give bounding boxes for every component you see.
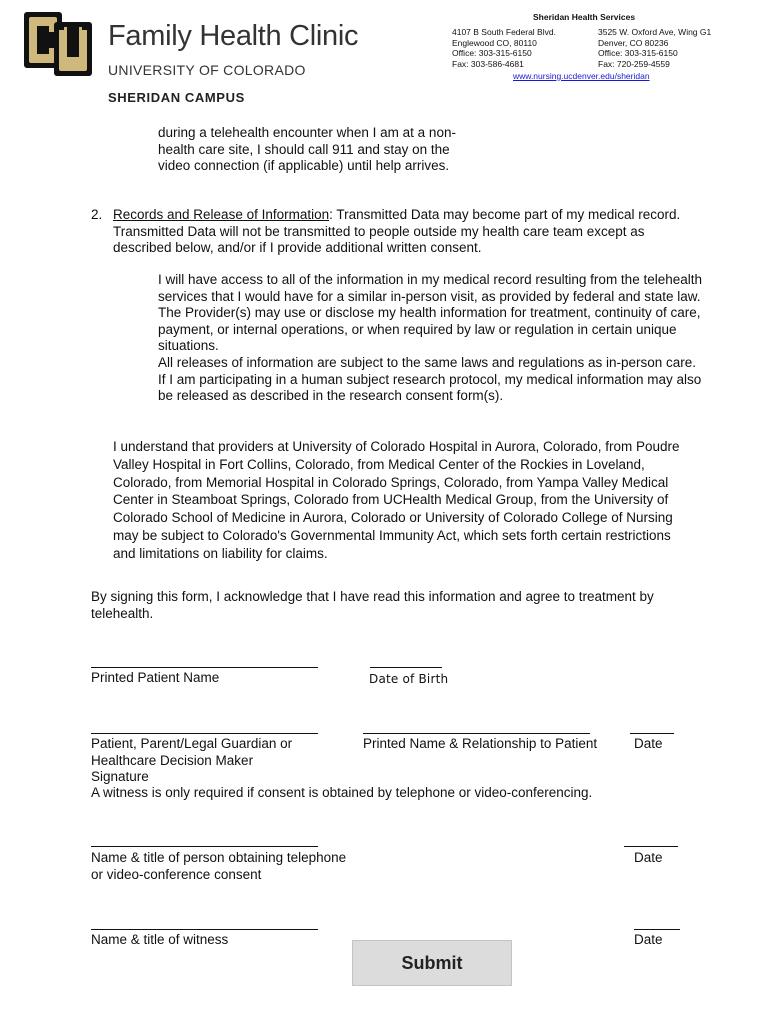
item-number: 2. [91, 207, 103, 222]
patient-signature-label [91, 736, 292, 786]
university-name: UNIVERSITY OF COLORADO [108, 62, 306, 78]
clinic-name: Family Health Clinic [108, 20, 359, 52]
label-line: Signature [91, 769, 149, 785]
bullet-text: All releases of information are subject to the same laws and regulations as in-person care. If I am participating in a human subject research protocol, my medical information may also be released as described in the research consent form(s). [158, 354, 702, 404]
date-line[interactable] [624, 846, 678, 847]
address-line: Office: 303-315-6150 [598, 48, 678, 58]
date-line[interactable] [630, 733, 674, 734]
date-of-birth-label: Date of Birth [369, 672, 449, 686]
witness-label: Name & title of witness [91, 932, 229, 947]
records-release-item [91, 207, 691, 257]
address-line: 4107 B South Federal Blvd. [452, 27, 556, 37]
list-item [112, 305, 702, 355]
address-line: Denver, CO 80236 [598, 37, 669, 48]
list-item [112, 272, 702, 305]
address-line: Englewood CO, 80110 [452, 37, 537, 48]
acknowledgement-text: By signing this form, I acknowledge that I have read this information and agree to treatment by telehealth. [91, 589, 654, 621]
date-line[interactable] [634, 929, 680, 930]
item-heading: Records and Release of Information [113, 207, 330, 222]
obtaining-person-line[interactable] [91, 846, 318, 847]
bullet-text: I will have access to all of the information in my medical record resulting from the telehealth services that I would have for a similar in-person visit, as provided by federal and state law. [158, 272, 703, 304]
printed-name-line[interactable] [363, 733, 590, 734]
dob-line[interactable] [370, 667, 442, 668]
signature-line[interactable] [91, 733, 318, 734]
date-label: Date [634, 736, 663, 751]
address-line: Fax: 303-586-4681 [452, 58, 524, 69]
website-link[interactable]: www.nursing.ucdenver.edu/sheridan [513, 71, 650, 81]
label-line: Patient, Parent/Legal Guardian or [91, 736, 293, 751]
printed-name-relationship-label: Printed Name & Relationship to Patient [363, 736, 598, 751]
printed-patient-name-label: Printed Patient Name [91, 670, 220, 685]
campus-name: SHERIDAN CAMPUS [108, 90, 245, 105]
date-label: Date [634, 932, 663, 947]
label-line: Name & title of person obtaining telephone [91, 850, 347, 865]
immunity-paragraph: I understand that providers at University of Colorado Hospital in Aurora, Colorado, from Poudre Valley Hospital in Fort Collins, Colorado, from Medical Center of the Rockies in Loveland, Colorado, from Memorial Hospital in Colorado Springs, Colorado, from Yampa Valley Medical Center in Steamboat Springs, Colorado from UCHealth Medical Group, from the University of Colorado School of Medicine in Aurora, Colorado or University of Colorado College of Nursing may be subject to Colorado's Governmental Immunity Act, which sets forth certain restrictions and limitations on liability for claims. [113, 439, 680, 561]
witness-note: A witness is only required if consent is obtained by telephone or video-conferencing. [91, 785, 593, 800]
services-title: Sheridan Health Services [533, 12, 636, 22]
obtaining-person-label [91, 850, 346, 883]
cu-logo [22, 8, 94, 80]
patient-name-line[interactable] [91, 667, 318, 668]
submit-button[interactable]: Submit [352, 940, 512, 986]
address-line: Office: 303-315-6150 [452, 48, 532, 58]
address-englewood [452, 27, 556, 69]
list-item [112, 355, 702, 405]
witness-line[interactable] [91, 929, 318, 930]
bullet-text: The Provider(s) may use or disclose my health information for treatment, continuity of care, payment, or internal operations, or when required by law or regulation in certain unique situations. [158, 305, 701, 354]
date-label: Date [634, 850, 663, 865]
address-line: 3525 W. Oxford Ave, Wing G1 [598, 27, 712, 37]
item-text: : Transmitted Data may become part of my medical record. Transmitted Data will not be transmitted to people outside my health care team except as described below, and/or if I provide additional written consent. [113, 207, 681, 256]
continuation-text: during a telehealth encounter when I am at a non-health care site, I should call 911 and stay on the video connection (if applicable) until help arrives. [158, 125, 456, 174]
address-denver [598, 27, 711, 69]
address-line: Fax: 720-259-4559 [598, 58, 670, 69]
label-line: or video-conference consent [91, 866, 262, 882]
release-bullets [112, 272, 702, 405]
label-line: Healthcare Decision Maker [91, 752, 254, 768]
